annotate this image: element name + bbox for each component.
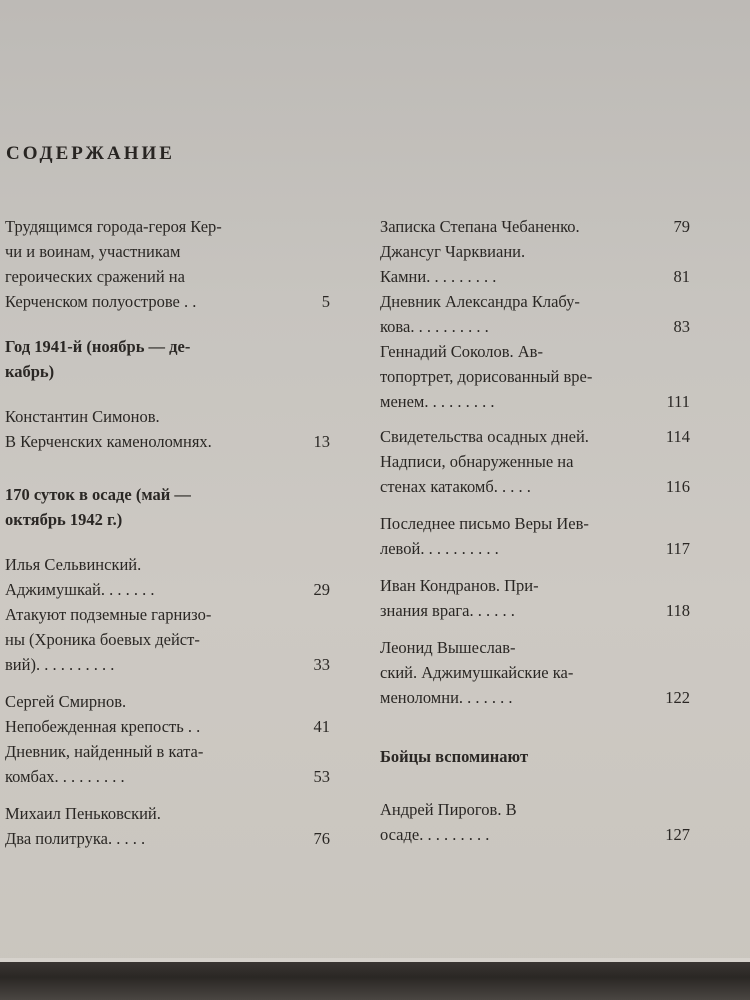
toc-entry-line: Сергей Смирнов.	[5, 692, 127, 711]
toc-page-number: 83	[673, 317, 690, 336]
toc-entry-line: вий). . . . . . . . . .	[5, 655, 115, 674]
toc-page-number: 41	[313, 717, 330, 736]
toc-entry	[380, 424, 690, 449]
toc-page-number: 79	[673, 217, 690, 236]
toc-entry-line: ны (Хроника боевых дейст-	[5, 630, 200, 649]
toc-entry	[380, 449, 690, 499]
toc-entry	[380, 511, 690, 561]
toc-page-number: 117	[665, 539, 690, 558]
toc-entry	[5, 602, 330, 677]
toc-page-number: 5	[321, 292, 330, 311]
toc-entry-line: Керченском полуострове . .	[5, 292, 197, 311]
toc-entry-line: Джансуг Чарквиани.	[380, 242, 526, 261]
toc-entry	[5, 689, 330, 739]
toc-entry	[380, 635, 690, 710]
toc-page-number: 118	[665, 601, 690, 620]
table-surface	[0, 962, 750, 1000]
toc-entry	[5, 482, 330, 532]
toc-entry-line: топортрет, дорисованный вре-	[380, 367, 593, 386]
toc-entry-line: Леонид Вышеслав-	[380, 638, 516, 657]
toc-entry	[380, 797, 690, 847]
toc-entry-line: Последнее письмо Веры Иев-	[380, 514, 589, 533]
toc-entry	[5, 334, 330, 384]
toc-left-column	[5, 214, 330, 851]
toc-entry	[5, 214, 330, 314]
page-title: СОДЕРЖАНИЕ	[6, 143, 175, 164]
toc-entry-line: менем. . . . . . . . .	[380, 392, 495, 411]
toc-entry-line: левой. . . . . . . . . .	[380, 539, 499, 558]
toc-entry-line: Непобежденная крепость . .	[5, 717, 201, 736]
toc-page-number: 111	[666, 392, 690, 411]
toc-page-number: 76	[313, 829, 330, 848]
toc-entry-line: Иван Кондранов. При-	[380, 576, 539, 595]
toc-entry-line: героических сражений на	[5, 267, 185, 286]
toc-entry-line: Свидетельства осадных дней.	[380, 427, 589, 446]
toc-entry-line: кова. . . . . . . . . .	[380, 317, 489, 336]
toc-entry-line: Надписи, обнаруженные на	[380, 452, 574, 471]
toc-entry-line: 170 суток в осаде (май —	[5, 485, 191, 504]
toc-entry-line: стенах катакомб. . . . .	[380, 477, 531, 496]
toc-entry	[380, 744, 690, 769]
toc-entry	[380, 289, 690, 339]
toc-entry-line: Два политрука. . . . .	[5, 829, 146, 848]
toc-entry-line: Бойцы вспоминают	[380, 747, 529, 766]
toc-entry	[380, 573, 690, 623]
toc-entry-line: комбах. . . . . . . . .	[5, 767, 125, 786]
toc-entry	[5, 801, 330, 851]
toc-entry-line: В Керченских каменоломнях.	[5, 432, 212, 451]
toc-entry-line: Андрей Пирогов. В	[380, 800, 517, 819]
toc-entry-line: Михаил Пеньковский.	[5, 804, 161, 823]
toc-entry-line: ский. Аджимушкайские ка-	[380, 663, 574, 682]
toc-entry-line: Камни. . . . . . . . .	[380, 267, 497, 286]
toc-page-number: 33	[313, 655, 330, 674]
toc-entry-line: октябрь 1942 г.)	[5, 510, 123, 529]
toc-entry	[380, 214, 690, 239]
toc-entry-line: меноломни. . . . . . .	[380, 688, 513, 707]
toc-entry-line: Дневник, найденный в ката-	[5, 742, 204, 761]
toc-entry	[380, 339, 690, 414]
toc-page-number: 29	[313, 580, 330, 599]
toc-entry-line: знания врага. . . . . .	[380, 601, 515, 620]
toc-right-column	[380, 214, 690, 847]
toc-entry-line: Трудящимся города-героя Кер-	[5, 217, 222, 236]
toc-entry-line: Атакуют подземные гарнизо-	[5, 605, 212, 624]
toc-page-number: 81	[673, 267, 690, 286]
toc-page-number: 53	[313, 767, 330, 786]
toc-page-number: 114	[665, 427, 690, 446]
toc-entry-line: Константин Симонов.	[5, 407, 160, 426]
toc-page-number: 13	[313, 432, 330, 451]
toc-page-number: 127	[665, 825, 690, 844]
toc-entry-line: Записка Степана Чебаненко.	[380, 217, 580, 236]
toc-page-number: 116	[665, 477, 690, 496]
toc-page-number: 122	[665, 688, 690, 707]
toc-entry	[5, 404, 330, 454]
toc-entry	[380, 239, 690, 289]
toc-entry-line: чи и воинам, участникам	[5, 242, 181, 261]
toc-entry	[5, 552, 330, 602]
toc-entry-line: Аджимушкай. . . . . . .	[5, 580, 155, 599]
toc-entry-line: кабрь)	[5, 362, 55, 381]
toc-entry-line: Год 1941-й (ноябрь — де-	[5, 337, 191, 356]
toc-entry	[5, 739, 330, 789]
toc-entry-line: Дневник Александра Клабу-	[380, 292, 580, 311]
toc-entry-line: Геннадий Соколов. Ав-	[380, 342, 543, 361]
toc-entry-line: осаде. . . . . . . . .	[380, 825, 490, 844]
toc-entry-line: Илья Сельвинский.	[5, 555, 142, 574]
